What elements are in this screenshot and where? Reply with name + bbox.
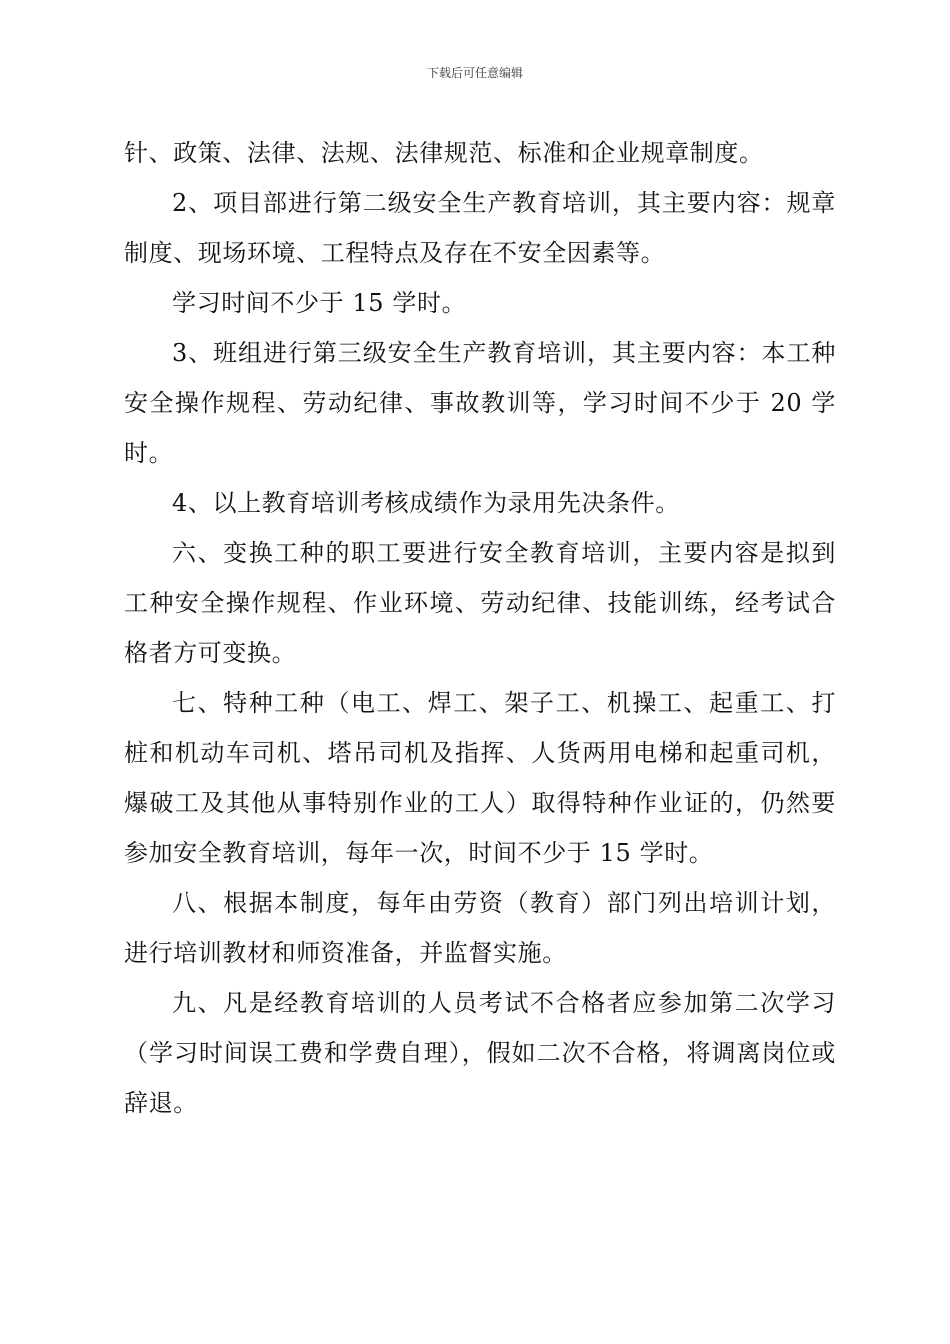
page-header-note: 下载后可任意编辑 (426, 66, 523, 80)
paragraph-continuation: 针、政策、法律、法规、法律规范、标准和企业规章制度。 (124, 139, 764, 167)
paragraph-item-2: 2、项目部进行第二级安全生产教育培训，其主要内容：规章制度、现场环境、工程特点及存在不安全因素等。 (124, 189, 836, 267)
paragraph-study-time: 学习时间不少于 15 学时。 (172, 289, 467, 317)
paragraph-section-7: 七、特种工种（电工、焊工、架子工、机操工、起重工、打桩和机动车司机、塔吊司机及指挥、人货两用电梯和起重司机，爆破工及其他从事特别作业的工人）取得特种作业证的，仍然要参加安全教育培训，每年一次，时间不少于 15 学时。 (124, 689, 836, 867)
paragraph-section-8: 八、根据本制度，每年由劳资（教育）部门列出培训计划，进行培训教材和师资准备，并监督实施。 (124, 889, 836, 967)
document-body (124, 128, 836, 1128)
paragraph-section-9: 九、凡是经教育培训的人员考试不合格者应参加第二次学习（学习时间误工费和学费自理），假如二次不合格，将调离岗位或辞退。 (124, 989, 836, 1117)
paragraph-section-6: 六、变换工种的职工要进行安全教育培训，主要内容是拟到工种安全操作规程、作业环境、劳动纪律、技能训练，经考试合格者方可变换。 (124, 539, 836, 667)
paragraph-item-4: 4、以上教育培训考核成绩作为录用先决条件。 (172, 489, 680, 517)
paragraph-item-3: 3、班组进行第三级安全生产教育培训，其主要内容：本工种安全操作规程、劳动纪律、事故教训等，学习时间不少于 20 学时。 (124, 339, 836, 467)
